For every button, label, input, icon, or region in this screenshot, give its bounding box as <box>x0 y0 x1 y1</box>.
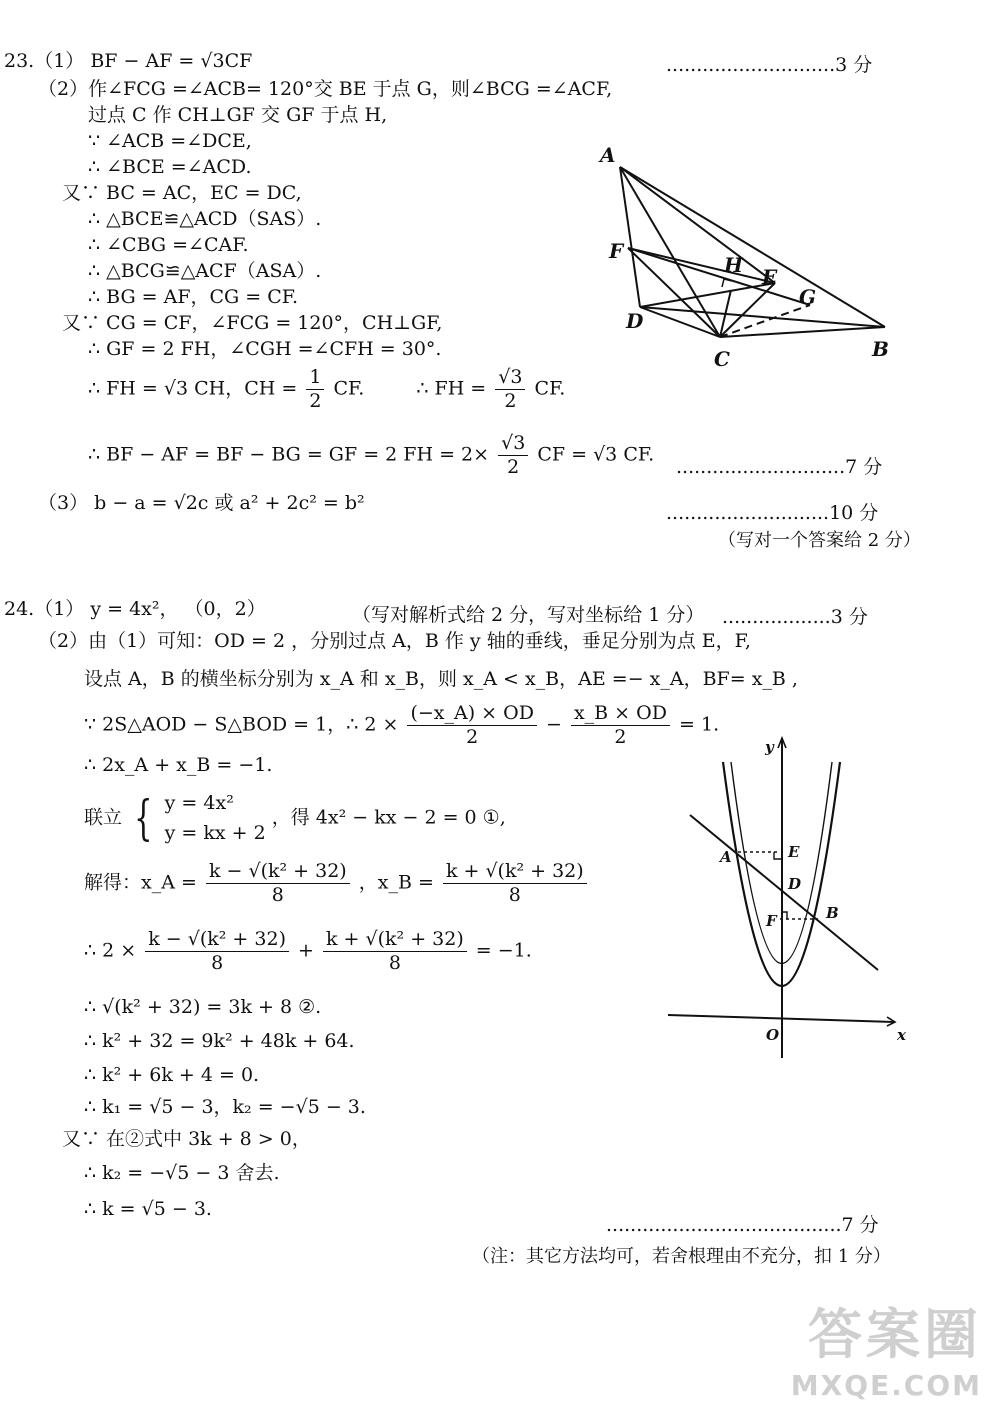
q24-line: 设点 A，B 的横坐标分别为 x_A 和 x_B，则 x_A < x_B，AE =− x_A，BF= x_B , <box>84 668 798 690</box>
q23-part3: （3） b − a = √2c 或 a² + 2c² = b² <box>38 492 365 514</box>
q24-equation: ∵ 2S△AOD − S△BOD = 1，∴ 2 × $\frac{(-x\_A) \times OD}{2}$ − $\frac{x\_B \times OD}{2}$ = 1. <box>84 702 720 748</box>
q23-geometry-figure <box>595 138 905 378</box>
equation-system: y = 4x² y = kx + 2 <box>164 792 266 845</box>
q24-equation: 解得：x_A = $\frac{\text{k − √(k² + 32)}}{8}$ ，x_B = $\frac{\text{k + √(k² + 32)}}{8}$ <box>84 860 590 907</box>
q23-part1: 23.（1） BF − AF = √3CF <box>4 50 253 72</box>
point-label: D <box>788 875 802 893</box>
point-label: F <box>766 912 777 930</box>
fraction: $\frac{√3}{2}$ <box>495 366 525 413</box>
q23-line: 又∵ CG = CF，∠FCG = 120°，CH⊥GF, <box>62 312 443 334</box>
q24-line14-score: .......................................7 分 <box>606 1214 879 1236</box>
point-label: B <box>872 337 889 361</box>
q24-line: ∴ k² + 32 = 9k² + 48k + 64. <box>84 1030 355 1052</box>
q24-line: ∴ k₁ = √5 − 3，k₂ = −√5 − 3. <box>84 1096 366 1118</box>
watermark-logo: 答案圈 MXQE.COM <box>790 1303 982 1402</box>
q24-part1-score: ..................3 分 <box>722 606 868 628</box>
q23-line: 过点 C 作 CH⊥GF 交 GF 于点 H, <box>88 104 388 126</box>
q23-line: ∴ ∠CBG =∠CAF. <box>88 234 249 256</box>
q24-equation: ∴ 2 × $\frac{\text{k − √(k² + 32)}}{8}$ + $\frac{\text{k + √(k² + 32)}}{8}$ = −1. <box>84 928 532 974</box>
point-label: A <box>720 848 732 866</box>
q24-line: 又∵ 在②式中 3k + 8 > 0， <box>62 1128 311 1150</box>
q24-part1: 24.（1） y = 4x²， （0，2） <box>4 598 266 620</box>
fraction: $\frac{1}{2}$ <box>306 366 324 413</box>
q23-line: （2）作∠FCG =∠ACB= 120°交 BE 于点 G，则∠BCG =∠ACF, <box>38 78 613 100</box>
q23-line: ∴ ∠BCE =∠ACD. <box>88 156 252 178</box>
q23-line13-score: ............................7 分 <box>676 456 883 478</box>
point-label: E <box>788 843 800 861</box>
q24-line: ∴ k² + 6k + 4 = 0. <box>84 1064 260 1086</box>
point-label: O <box>766 1026 780 1044</box>
fraction: $\frac{\text{k + √(k² + 32)}}{8}$ <box>323 928 467 975</box>
point-label: B <box>826 904 839 922</box>
q23-equation: ∴ BF − AF = BF − BG = GF = 2 FH = 2× $\frac{√3}{2}$ CF = √3 CF. <box>88 432 655 478</box>
point-label: G <box>799 285 817 309</box>
q23-line: ∵ ∠ACB =∠DCE, <box>88 130 252 152</box>
q24-system: 联立 { y = 4x² y = kx + 2 ，得 4x² − kx − 2 = 0 ①, <box>84 788 506 849</box>
point-label: A <box>600 143 616 167</box>
q24-parabola-figure <box>662 732 912 1062</box>
q24-line: ∴ 2x_A + x_B = −1. <box>84 754 273 776</box>
q23-line: ∴ GF = 2 FH，∠CGH =∠CFH = 30°. <box>88 338 442 360</box>
q24-line: ∴ √(k² + 32) = 3k + 8 ②. <box>84 996 322 1018</box>
q23-line: ∴ △BCG≌△ACF（ASA）. <box>88 260 322 282</box>
point-label: C <box>714 347 730 371</box>
q24-footnote: （注：其它方法均可，若舍根理由不充分，扣 1 分） <box>472 1246 891 1267</box>
q23-equation: ∴ FH = √3 CH，CH = $\frac{1}{2}$ CF. ∴ FH = $\frac{√3}{2}$ CF. <box>88 366 566 412</box>
point-label: H <box>724 253 743 277</box>
q23-part1-score: ............................3 分 <box>666 54 873 76</box>
q24-part1-note: （写对解析式给 2 分，写对坐标给 1 分） <box>352 604 705 626</box>
q24-line: ∴ k = √5 − 3. <box>84 1198 212 1220</box>
brace-icon: { <box>134 790 153 847</box>
fraction: $\frac{\text{k − √(k² + 32)}}{8}$ <box>145 928 289 975</box>
fraction: $\frac{\text{k + √(k² + 32)}}{8}$ <box>443 860 587 907</box>
point-label: F <box>609 239 624 263</box>
fraction: $\frac{√3}{2}$ <box>498 432 528 479</box>
q23-line: 又∵ BC = AC，EC = DC, <box>62 182 302 204</box>
q23-part3-note: （写对一个答案给 2 分） <box>718 530 921 551</box>
q24-line: （2）由（1）可知：OD = 2 ，分别过点 A，B 作 y 轴的垂线，垂足分别为点 E，F, <box>38 630 751 652</box>
fraction: $\frac{x\_B \times OD}{2}$ <box>571 702 670 749</box>
fraction: $\frac{(-x\_A) \times OD}{2}$ <box>407 702 537 749</box>
q23-part3-score: ...........................10 分 <box>666 502 879 524</box>
fraction: $\frac{\text{k − √(k² + 32)}}{8}$ <box>206 860 350 907</box>
q23-line: ∴ △BCE≌△ACD（SAS）. <box>88 208 322 230</box>
point-label: E <box>762 265 778 289</box>
q23-line: ∴ BG = AF，CG = CF. <box>88 286 299 308</box>
axis-label: x <box>897 1026 906 1044</box>
axis-label: y <box>765 738 774 756</box>
q24-line: ∴ k₂ = −√5 − 3 舍去. <box>84 1162 280 1184</box>
point-label: D <box>626 309 644 333</box>
